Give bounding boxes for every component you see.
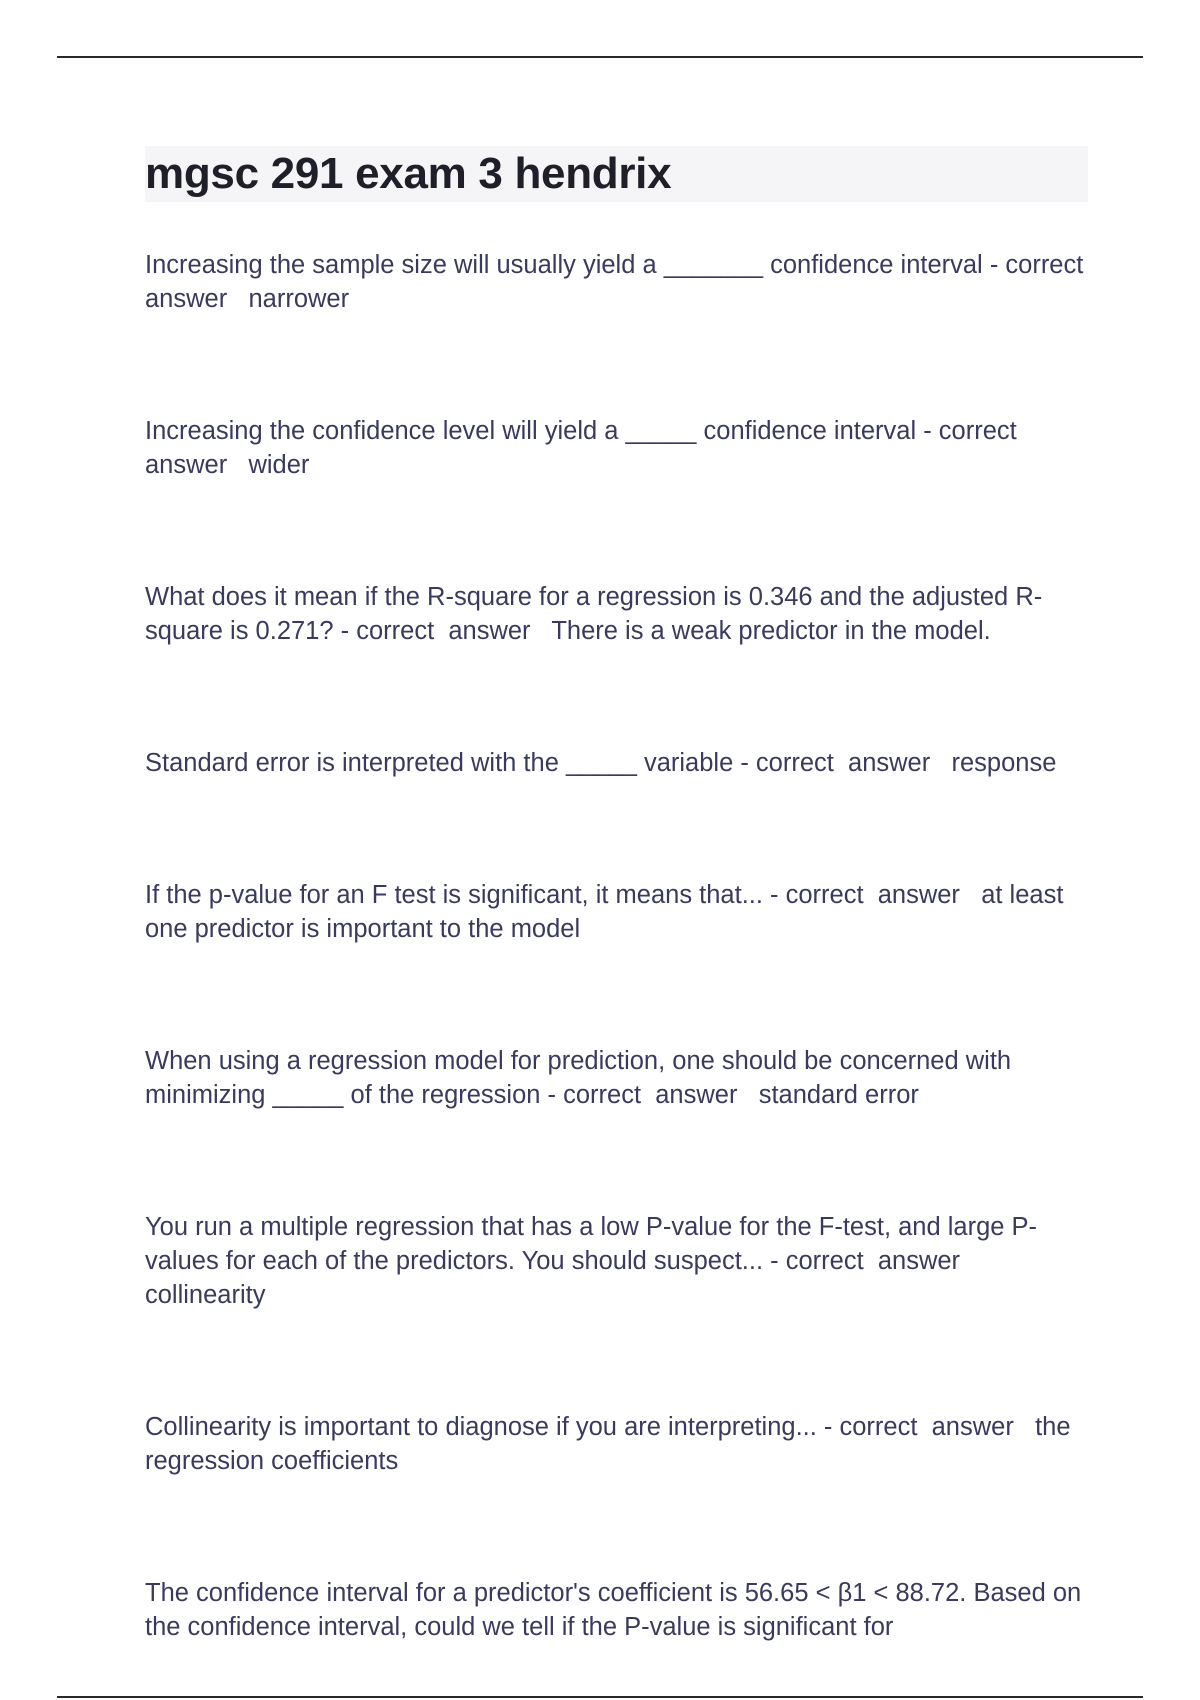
bottom-rule [57, 1696, 1143, 1698]
top-rule [57, 56, 1143, 58]
question-text: What does it mean if the R-square for a regression is 0.346 and the adjusted R-square is 0.271? [145, 583, 1043, 645]
question-text: Collinearity is important to diagnose if you are interpreting... [145, 1413, 817, 1441]
answer-text: There is a weak predictor in the model. [551, 617, 991, 645]
answer-text: standard error [758, 1081, 919, 1109]
answer-text: the regression coefficients [145, 1413, 1078, 1475]
question-text: Standard error is interpreted with the _____ variable [145, 749, 734, 777]
question-text: Increasing the confidence level will yield a _____ confidence interval [145, 417, 917, 445]
qa-item [145, 878, 1085, 946]
question-text: When using a regression model for prediction, one should be concerned with minimizing _____ of the regression [145, 1047, 1012, 1109]
answer-text: collinearity [145, 1281, 266, 1309]
answer-text: at least one predictor is important to the model [145, 881, 1071, 943]
question-text: Increasing the sample size will usually yield a _______ confidence interval [145, 251, 983, 279]
answer-separator: - correct answer [733, 749, 952, 777]
qa-item [145, 1210, 1085, 1312]
answer-text: response [951, 749, 1057, 777]
answer-text: narrower [248, 285, 350, 313]
qa-item [145, 248, 1098, 316]
question-text: If the p-value for an F test is significant, it means that... [145, 881, 763, 909]
qa-item [145, 1410, 1085, 1478]
answer-separator: - correct answer [762, 881, 982, 909]
answer-separator: - correct answer [816, 1413, 1036, 1441]
page-title: mgsc 291 exam 3 hendrix [145, 146, 1088, 202]
qa-item [145, 1044, 1085, 1112]
question-list [145, 248, 1098, 1644]
answer-separator: - correct answer [763, 1247, 982, 1275]
question-text: You run a multiple regression that has a low P-value for the F-test, and large P-values for each of the predictors. You should suspect... [145, 1213, 1038, 1275]
answer-separator: - correct answer [145, 417, 1031, 479]
qa-item [145, 1576, 1085, 1644]
qa-item [145, 580, 1085, 648]
qa-item [145, 414, 1085, 482]
answer-text: wider [248, 451, 310, 479]
qa-item [145, 746, 1085, 780]
question-text: The confidence interval for a predictor's coefficient is 56.65 < β1 < 88.72. Based on the confidence interval, could we tell if the P-value is significant for [145, 1579, 1082, 1641]
answer-separator: - correct answer [540, 1081, 759, 1109]
answer-separator: - correct answer [333, 617, 552, 645]
answer-separator: - correct answer [145, 251, 1098, 313]
